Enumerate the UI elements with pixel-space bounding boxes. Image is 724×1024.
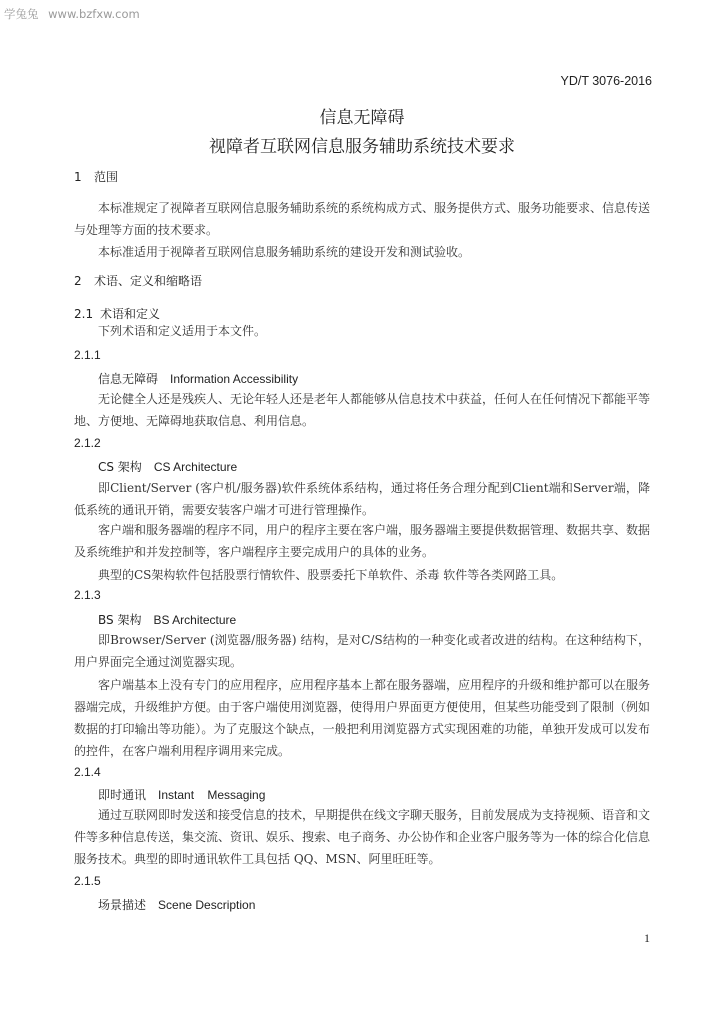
watermark xyxy=(4,6,146,22)
watermark-url: www.bzfxw.com xyxy=(48,7,140,21)
term-2-1-5 xyxy=(98,896,255,913)
term-2-1-4-definition: 通过互联网即时发送和接受信息的技术，早期提供在线文字聊天服务，目前发展成为支持视频、语音和文件等多种信息传送，集交流、资讯、娱乐、搜索、电子商务、办公协作和企业客户服务等为一体的综合化信息服务技术。典型的即时通讯软件工具包括 QQ、MSN、阿里旺旺等。 xyxy=(74,808,651,866)
section-title: 术语、定义和缩略语 xyxy=(94,274,203,288)
term-2-1-3-number: 2.1.3 xyxy=(74,588,101,602)
term-2-1-2-definition-2: 客户端和服务器端的程序不同，用户的程序主要在客户端，服务器端主要提供数据管理、数据共享、数据及系统维护和并发控制等，客户端程序主要完成用户的具体的业务。 xyxy=(74,523,651,559)
term-english: CS Architecture xyxy=(153,460,238,474)
term-chinese: CS 架构 xyxy=(98,460,142,474)
section-number: 2.1 xyxy=(74,307,94,321)
term-chinese: BS 架构 xyxy=(98,613,142,627)
section-title: 范围 xyxy=(94,170,119,184)
section-title: 术语和定义 xyxy=(100,307,161,321)
term-2-1-1-number: 2.1.1 xyxy=(74,348,101,362)
term-2-1-2-definition-1: 即Client/Server (客户机/服务器)软件系统体系结构，通过将任务合理分配到Client端和Server端，降低系统的通讯开销，需要安装客户端才可进行管理操作。 xyxy=(74,481,650,517)
term-english: BS Architecture xyxy=(153,613,237,627)
term-english: Scene Description xyxy=(158,898,256,912)
term-chinese: 场景描述 xyxy=(98,898,147,912)
term-chinese: 即时通讯 xyxy=(98,788,147,802)
term-2-1-2-definition-3: 典型的CS架构软件包括股票行情软件、股票委托下单软件、杀毒 软件等各类网路工具。 xyxy=(98,568,564,582)
watermark-site-name: 学兔兔 xyxy=(4,7,39,21)
term-english: Information Accessibility xyxy=(170,372,299,386)
section-number: 2 xyxy=(74,274,82,288)
term-english: Instant Messaging xyxy=(158,788,266,802)
document-title-line2: 视障者互联网信息服务辅助系统技术要求 xyxy=(209,137,515,157)
section-2-heading xyxy=(74,272,202,289)
term-2-1-3-definition-1: 即Browser/Server (浏览器/服务器) 结构，是对C/S结构的一种变化或者改进的结构。在这种结构下，用户界面完全通过浏览器实现。 xyxy=(74,633,650,669)
term-2-1-1 xyxy=(98,370,298,387)
term-2-1-3-definition-2: 客户端基本上没有专门的应用程序，应用程序基本上都在服务器端，应用程序的升级和维护都可以在服务器端完成，升级维护方便。由于客户端使用浏览器，使得用户界面更方便使用，但某些功能受到了限制（例如数据的打印输出等功能）。为了克服这个缺点，一般把利用浏览器方式实现困难的功能，单独开发成可以发布的控件，在客户端利用程序调用来完成。 xyxy=(74,678,651,758)
term-2-1-2-number: 2.1.2 xyxy=(74,436,101,450)
term-2-1-2 xyxy=(98,458,237,475)
section-2-1-text: 下列术语和定义适用于本文件。 xyxy=(98,324,267,338)
term-2-1-5-number: 2.1.5 xyxy=(74,874,101,888)
section-1-paragraph-1: 本标准规定了视障者互联网信息服务辅助系统的系统构成方式、服务提供方式、服务功能要求、信息传送与处理等方面的技术要求。 xyxy=(74,201,651,237)
term-2-1-4 xyxy=(98,786,265,803)
standard-code: YD/T 3076-2016 xyxy=(560,74,652,88)
document-title-line1: 信息无障碍 xyxy=(319,108,405,128)
term-2-1-3 xyxy=(98,611,236,628)
term-2-1-1-definition: 无论健全人还是残疾人、无论年轻人还是老年人都能够从信息技术中获益，任何人在任何情况下都能平等地、方便地、无障碍地获取信息、利用信息。 xyxy=(74,392,651,428)
section-1-paragraph-2: 本标准适用于视障者互联网信息服务辅助系统的建设开发和测试验收。 xyxy=(98,245,471,259)
section-number: 1 xyxy=(74,170,82,184)
section-1-heading xyxy=(74,168,118,185)
page-number: 1 xyxy=(644,931,650,945)
term-chinese: 信息无障碍 xyxy=(98,372,159,386)
term-2-1-4-number: 2.1.4 xyxy=(74,765,101,779)
